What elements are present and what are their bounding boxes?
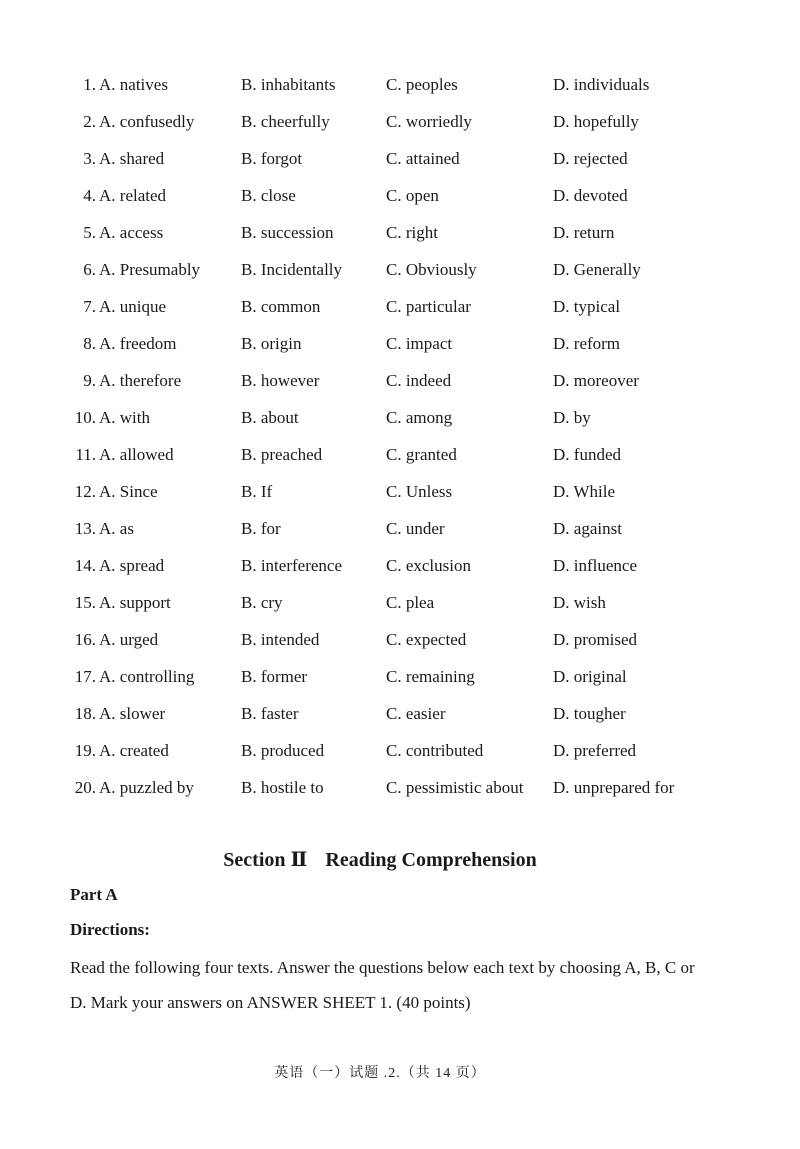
question-row <box>0 773 800 803</box>
option-b: B. origin <box>241 334 302 353</box>
option-c: C. particular <box>386 297 471 316</box>
part-label: Part A <box>70 885 118 904</box>
question-row <box>0 588 800 618</box>
question-row <box>0 699 800 729</box>
question-number: 1. <box>83 75 96 94</box>
option-c: C. pessimistic about <box>386 778 524 797</box>
question-row <box>0 477 800 507</box>
option-b: B. cheerfully <box>241 112 330 131</box>
option-a-text: A. support <box>99 593 171 612</box>
directions-label: Directions: <box>70 920 150 939</box>
option-c: C. indeed <box>386 371 452 390</box>
option-c: C. under <box>386 519 445 538</box>
option-d: D. by <box>553 408 591 427</box>
option-c: C. Unless <box>386 482 453 501</box>
option-a-text: A. natives <box>99 75 168 94</box>
option-b: B. hostile to <box>241 778 324 797</box>
option-b: B. for <box>241 519 281 538</box>
question-number: 13. <box>74 519 96 538</box>
question-row <box>0 329 800 359</box>
question-row <box>0 662 800 692</box>
option-b: B. If <box>241 482 273 501</box>
section-number: Section Ⅱ <box>223 849 308 871</box>
option-a-text: A. freedom <box>99 334 177 353</box>
question-row <box>0 218 800 248</box>
question-number: 16. <box>74 630 96 649</box>
option-c: C. right <box>386 223 438 242</box>
option-c: C. easier <box>386 704 446 723</box>
question-number: 15. <box>74 593 96 612</box>
question-row <box>0 107 800 137</box>
option-b: B. about <box>241 408 299 427</box>
question-row <box>0 514 800 544</box>
option-b: B. however <box>241 371 320 390</box>
section-title: Reading Comprehension <box>325 849 537 871</box>
option-b: B. forgot <box>241 149 303 168</box>
option-c: C. attained <box>386 149 460 168</box>
option-b: B. inhabitants <box>241 75 336 94</box>
option-c: C. open <box>386 186 439 205</box>
option-d: D. devoted <box>553 186 628 205</box>
question-number: 2. <box>83 112 96 131</box>
option-d: D. moreover <box>553 371 639 390</box>
question-row <box>0 625 800 655</box>
option-a-text: A. slower <box>99 704 166 723</box>
question-row <box>0 255 800 285</box>
option-d: D. individuals <box>553 75 650 94</box>
option-c: C. exclusion <box>386 556 471 575</box>
option-c: C. contributed <box>386 741 484 760</box>
option-a-text: A. allowed <box>99 445 174 464</box>
option-d: D. typical <box>553 297 621 316</box>
option-b: B. former <box>241 667 308 686</box>
option-c: C. granted <box>386 445 457 464</box>
question-number: 20. <box>74 778 96 797</box>
page-footer: 英语（一）试题 .2.（共 14 页） <box>274 1066 486 1081</box>
option-c: C. Obviously <box>386 260 477 279</box>
option-b: B. cry <box>241 593 283 612</box>
option-d: D. influence <box>553 556 638 575</box>
option-d: D. against <box>553 519 622 538</box>
question-number: 8. <box>83 334 96 353</box>
question-number: 17. <box>74 667 96 686</box>
question-number: 11. <box>75 445 96 464</box>
option-d: D. promised <box>553 630 638 649</box>
option-a-text: A. spread <box>99 556 165 575</box>
option-a-text: A. access <box>99 223 164 242</box>
option-d: D. unprepared for <box>553 778 675 797</box>
option-d: D. While <box>553 482 616 501</box>
option-b: B. common <box>241 297 321 316</box>
option-d: D. hopefully <box>553 112 639 131</box>
option-b: B. close <box>241 186 296 205</box>
option-a-text: A. related <box>99 186 167 205</box>
option-a-text: A. therefore <box>99 371 182 390</box>
option-a-text: A. shared <box>99 149 165 168</box>
option-c: C. peoples <box>386 75 458 94</box>
question-number: 14. <box>74 556 96 575</box>
option-c: C. plea <box>386 593 435 612</box>
option-d: D. return <box>553 223 615 242</box>
option-b: B. intended <box>241 630 320 649</box>
question-number: 19. <box>74 741 96 760</box>
option-d: D. reform <box>553 334 621 353</box>
section-heading <box>0 845 760 875</box>
option-a-text: A. confusedly <box>99 112 195 131</box>
directions-text: Read the following four texts. Answer the questions below each text by choosing A, B, C or D. Mark your answers on ANSWER SHEET 1. (40 points) <box>70 958 695 1012</box>
option-d: D. original <box>553 667 627 686</box>
option-a-text: A. controlling <box>99 667 195 686</box>
option-d: D. funded <box>553 445 621 464</box>
option-a-text: A. Presumably <box>99 260 201 279</box>
question-number: 10. <box>74 408 96 427</box>
question-row <box>0 366 800 396</box>
question-number: 7. <box>83 297 96 316</box>
option-b: B. produced <box>241 741 325 760</box>
option-a-text: A. with <box>99 408 150 427</box>
option-c: C. expected <box>386 630 467 649</box>
option-a-text: A. urged <box>99 630 159 649</box>
option-a-text: A. unique <box>99 297 167 316</box>
option-a-text: A. Since <box>99 482 158 501</box>
option-a-text: A. created <box>99 741 169 760</box>
question-number: 3. <box>83 149 96 168</box>
option-c: C. among <box>386 408 453 427</box>
option-b: B. interference <box>241 556 342 575</box>
question-row <box>0 144 800 174</box>
option-b: B. faster <box>241 704 299 723</box>
question-row <box>0 181 800 211</box>
option-c: C. impact <box>386 334 453 353</box>
option-d: D. rejected <box>553 149 628 168</box>
option-a-text: A. as <box>99 519 134 538</box>
option-d: D. wish <box>553 593 606 612</box>
question-row <box>0 736 800 766</box>
option-a-text: A. puzzled by <box>99 778 194 797</box>
option-b: B. succession <box>241 223 334 242</box>
option-d: D. preferred <box>553 741 637 760</box>
option-d: D. Generally <box>553 260 641 279</box>
question-row <box>0 440 800 470</box>
question-row <box>0 292 800 322</box>
question-row <box>0 70 800 100</box>
question-number: 9. <box>83 371 96 390</box>
question-row <box>0 551 800 581</box>
option-c: C. remaining <box>386 667 475 686</box>
option-d: D. tougher <box>553 704 626 723</box>
option-b: B. preached <box>241 445 323 464</box>
question-number: 12. <box>74 482 96 501</box>
question-row <box>0 403 800 433</box>
option-c: C. worriedly <box>386 112 472 131</box>
option-b: B. Incidentally <box>241 260 343 279</box>
question-number: 4. <box>83 186 96 205</box>
question-number: 5. <box>83 223 96 242</box>
question-number: 6. <box>83 260 96 279</box>
question-number: 18. <box>74 704 96 723</box>
